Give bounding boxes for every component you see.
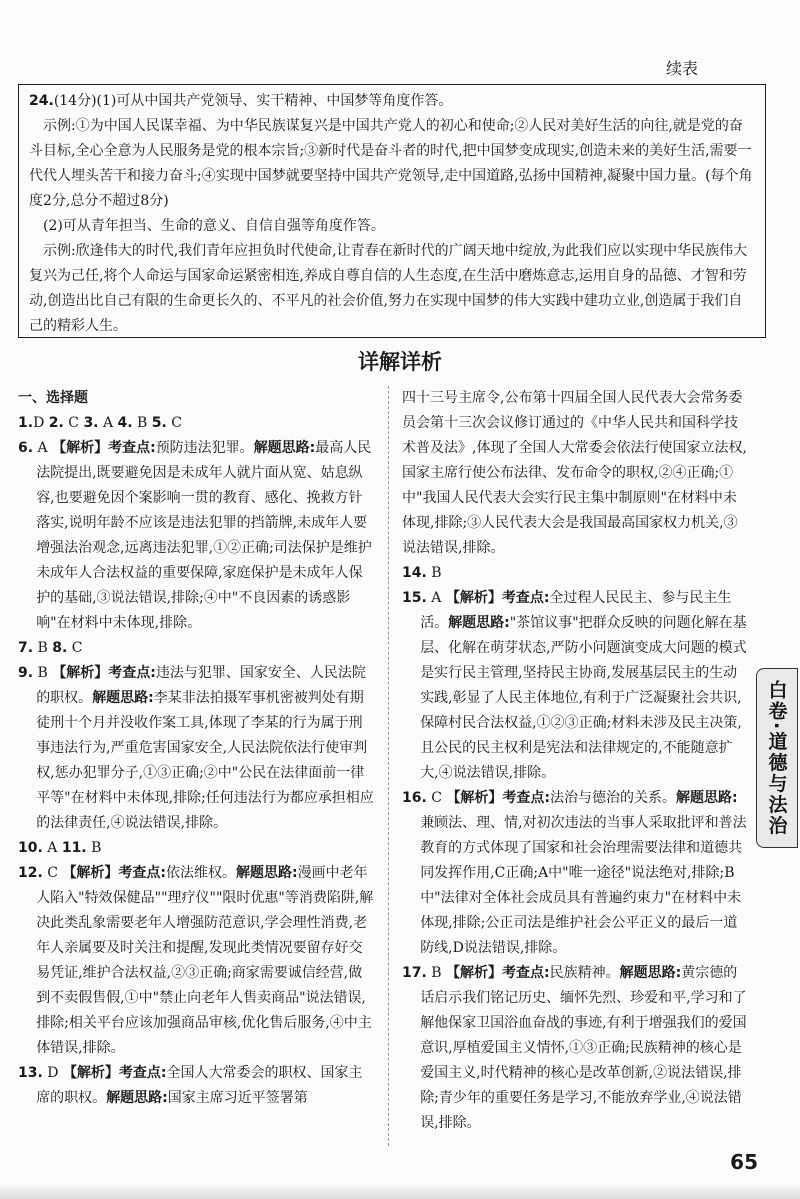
answer-9 bbox=[18, 661, 374, 836]
q15-explanation: "茶馆议事"把群众反映的问题化解在基层、化解在萌芽状态,严防小问题演变成大问题的模式是实行民主管理,坚持民主协商,发展基层民主的生动实践,彰显了人民主体地位,有利于广泛凝聚社会共识,保障村民合法权益,①②③正确;材料未涉及民主决策,且公民的民主权利是宪法和法律规定的,不能随意扩大,④说法错误,排除。 bbox=[420, 615, 747, 781]
side-tab-label: 白卷·道德与法治 bbox=[765, 679, 788, 837]
q17-number: 17. bbox=[402, 965, 427, 981]
q2-number: 2. bbox=[48, 415, 64, 431]
q14-number: 14. bbox=[402, 565, 427, 581]
q10-number: 10. bbox=[18, 840, 43, 856]
column-divider bbox=[388, 386, 389, 1146]
q12-topic: 依法维权。 bbox=[166, 865, 237, 881]
answers-10-11 bbox=[18, 836, 374, 861]
q17-topic: 民族精神。 bbox=[549, 965, 620, 981]
answer-12 bbox=[18, 861, 374, 1061]
q5-number: 5. bbox=[151, 415, 167, 431]
q24-example-1: 示例:①为中国人民谋幸福、为中华民族谋复兴是中国共产党人的初心和使命;②人民对美好生活的向往,就是党的奋斗目标,全心全意为人民服务是党的根本宗旨;③新时代是奋斗者的时代,把中国梦变成现实,创造未来的美好生活,需要一代代人埋头苦干和接力奋斗;④实现中国梦就要坚持中国共产党领导,走中国道路,弘扬中国精神,凝聚中国力量。(每个角度2分,总分不超过8分) bbox=[29, 118, 753, 209]
q13-answer: D bbox=[42, 1065, 63, 1081]
q3-number: 3. bbox=[83, 415, 99, 431]
q17-answer: B bbox=[426, 965, 447, 981]
q6-number: 6. bbox=[18, 440, 34, 456]
answer-14 bbox=[402, 561, 750, 586]
q15-approach-tag: 解题思路: bbox=[448, 615, 510, 631]
q6-answer: A bbox=[33, 440, 53, 456]
q7-answer: B bbox=[33, 640, 53, 656]
q9-number: 9. bbox=[18, 665, 34, 681]
q6-approach-tag: 解题思路: bbox=[253, 440, 316, 456]
q6-analysis-tag: 【解析】考查点: bbox=[52, 440, 156, 456]
q15-number: 15. bbox=[402, 590, 427, 606]
section-title: 详解详析 bbox=[358, 350, 442, 374]
q16-analysis-tag: 【解析】考查点: bbox=[446, 790, 551, 806]
q16-number: 16. bbox=[402, 790, 427, 806]
q6-explanation: 最高人民法院提出,既要避免因是未成年人就片面从宽、姑息纵容,也要避免因个案影响一贯的教育、感化、挽救方针落实,说明年龄不应该是违法犯罪的挡箭牌,未成年人要增强法治观念,远离违法犯罪,①②正确;司法保护是维护未成年人合法权益的重要保障,家庭保护是未成年人保护的基础,③说法错误,排除;④中"不良因素的诱惑影响"在材料中未体现,排除。 bbox=[36, 440, 372, 631]
q12-analysis-tag: 【解析】考查点: bbox=[62, 865, 167, 881]
q16-approach-tag: 解题思路: bbox=[676, 790, 738, 806]
q24-example-2: 示例:欣逢伟大的时代,我们青年应担负时代使命,让青春在新时代的广阔天地中绽放,为此我们应以实现中华民族伟大复兴为己任,将个人命运与国家命运紧密相连,养成自尊自信的人生态度,在生活中磨炼意志,运用自身的品德、才智和劳动,创造出比自己有限的生命更长久的、不平凡的社会价值,努力在实现中国梦的伟大实践中建功立业,创造属于我们自己的精彩人生。 bbox=[29, 243, 748, 334]
q9-analysis-tag: 【解析】考查点: bbox=[52, 665, 156, 681]
q24-line1 bbox=[29, 89, 755, 114]
q1-answer: D bbox=[33, 415, 49, 431]
q17-approach-tag: 解题思路: bbox=[619, 965, 682, 981]
q13-analysis-tag: 【解析】考查点: bbox=[62, 1065, 167, 1081]
q13-explanation: 国家主席习近平签署第 bbox=[167, 1090, 308, 1106]
q17-analysis-tag: 【解析】考查点: bbox=[446, 965, 550, 981]
q17-explanation: 黄宗德的话启示我们铭记历史、缅怀先烈、珍爱和平,学习和了解他保家卫国浴血奋战的事迹,有利于增强我们的爱国意识,厚植爱国主义情怀,①③正确;民族精神的核心是爱国主义,时代精神的核心是改革创新,②说法错误,排除;青少年的重要任务是学习,不能放弃学业,④说法错误,排除。 bbox=[420, 965, 747, 1131]
choice-heading: 一、选择题 bbox=[18, 390, 88, 406]
right-column bbox=[402, 386, 750, 1136]
q3-answer: A bbox=[98, 415, 118, 431]
q4-number: 4. bbox=[117, 415, 133, 431]
q11-number: 11. bbox=[61, 840, 87, 856]
q24-number: 24. bbox=[29, 93, 54, 109]
answer-13 bbox=[18, 1061, 374, 1111]
q2-answer: C bbox=[63, 415, 84, 431]
answer-15 bbox=[402, 586, 750, 786]
q13-approach-tag: 解题思路: bbox=[106, 1090, 168, 1106]
page-number: 65 bbox=[730, 1150, 758, 1174]
q24-part2-prompt: (2)可从青年担当、生命的意义、自信自强等角度作答。 bbox=[43, 218, 385, 234]
q10-answer: A bbox=[42, 840, 62, 856]
q13-number: 13. bbox=[18, 1065, 43, 1081]
side-tab bbox=[756, 668, 798, 848]
q15-topic: 全过程人民民主、参与民主生活。 bbox=[420, 590, 732, 631]
answers-1-5 bbox=[18, 411, 374, 436]
q12-number: 12. bbox=[18, 865, 43, 881]
answers-7-8 bbox=[18, 636, 374, 661]
q14-answer: B bbox=[426, 565, 442, 581]
q8-answer: C bbox=[67, 640, 83, 656]
q11-answer: B bbox=[86, 840, 102, 856]
q9-answer: B bbox=[33, 665, 53, 681]
answer-box-q24 bbox=[18, 84, 766, 338]
q9-explanation: 李某非法拍摄军事机密被判处有期徒刑十个月并没收作案工具,体现了李某的行为属于刑事违法行为,严重危害国家安全,人民法院依法行使审判权,惩办犯罪分子,①③正确;②中"公民在法律面前一律平等"在材料中未体现,排除;任何违法行为都应承担相应的法律责任,④说法错误,排除。 bbox=[36, 690, 374, 831]
q9-topic: 违法与犯罪、国家安全、人民法院的职权。 bbox=[36, 665, 366, 706]
q1-number: 1. bbox=[18, 415, 34, 431]
continued-label: 续表 bbox=[665, 59, 698, 78]
q5-answer: C bbox=[166, 415, 183, 431]
q12-approach-tag: 解题思路: bbox=[236, 865, 298, 881]
q16-topic: 法治与德治的关系。 bbox=[550, 790, 677, 806]
q4-answer: B bbox=[132, 415, 152, 431]
q7-number: 7. bbox=[18, 640, 34, 656]
q6-topic: 预防违法犯罪。 bbox=[155, 440, 254, 456]
q12-answer: C bbox=[42, 865, 63, 881]
q16-explanation: 兼顾法、理、情,对初次违法的当事人采取批评和普法教育的方式体现了国家和社会治理需要法律和道德共同发挥作用,C正确;A中"唯一途径"说法绝对,排除;B中"法律对全体社会成员具有普遍约束力"在材料中未体现,排除;公正司法是维护社会公平正义的最后一道防线,D说法错误,排除。 bbox=[420, 815, 747, 956]
q12-explanation: 漫画中老年人陷入"特效保健品""理疗仪""限时优惠"等消费陷阱,解决此类乱象需要老年人增强防范意识,学会理性消费,老年人亲属要及时关注和提醒,发现此类情况要留存好交易凭证,维护合法权益,②③正确;商家需要诚信经营,做到不卖假售假,①中"禁止向老年人售卖商品"说法错误,排除;相关平台应该加强商品审核,优化售后服务,④中主体错误,排除。 bbox=[36, 865, 374, 1056]
q16-answer: C bbox=[426, 790, 447, 806]
q9-approach-tag: 解题思路: bbox=[92, 690, 154, 706]
page-bottom-edge bbox=[0, 1185, 800, 1199]
answer-17 bbox=[402, 961, 750, 1136]
answer-16 bbox=[402, 786, 750, 961]
q15-answer: A bbox=[426, 590, 446, 606]
q24-part1-prompt: (14分)(1)可从中国共产党领导、实干精神、中国梦等角度作答。 bbox=[53, 93, 453, 109]
q13-topic: 全国人大常委会的职权、国家主席的职权。 bbox=[36, 1065, 363, 1106]
q15-analysis-tag: 【解析】考查点: bbox=[445, 590, 550, 606]
q8-number: 8. bbox=[52, 640, 68, 656]
left-column bbox=[18, 386, 374, 1111]
answer-6 bbox=[18, 436, 374, 636]
answer-13-continued: 四十三号主席令,公布第十四届全国人民代表大会常务委员会第十三次会议修订通过的《中华人民共和国科学技术普及法》,体现了全国人大常委会依法行使国家立法权,国家主席行使公布法律、发布命令的职权,②④正确;①中"我国人民代表大会实行民主集中制原则"在材料中未体现,排除;③人民代表大会是我国最高国家权力机关,③说法错误,排除。 bbox=[402, 390, 747, 556]
